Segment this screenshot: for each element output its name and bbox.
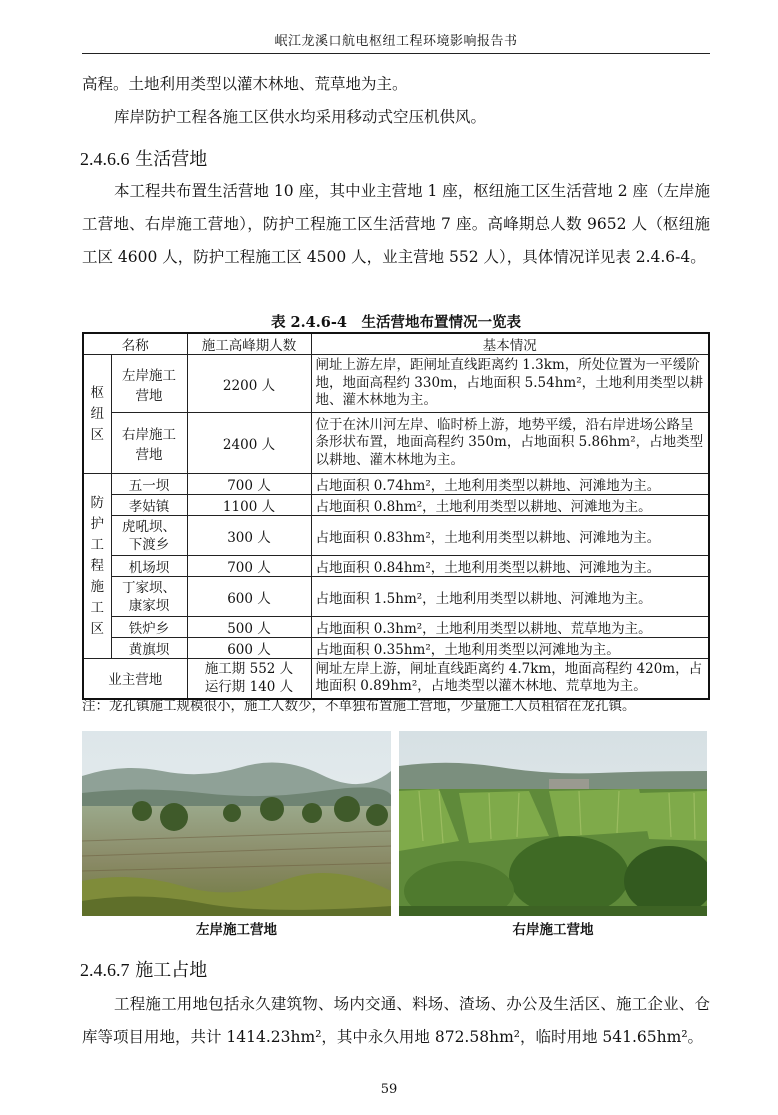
table-caption: 表 2.4.6-4 生活营地布置情况一览表 — [270, 314, 522, 331]
section-title: 生活营地 — [135, 149, 208, 170]
page-number: 59 — [380, 1082, 398, 1097]
header-info: 基本情况 — [311, 333, 709, 355]
row-info: 闸址上游左岸，距闸址直线距离约 1.3km，所处位置为一平缓阶地，地面高程约 330m，占地面积 5.54hm²，土地利用类型以耕地、灌木林地为主。 — [311, 355, 709, 413]
section-heading-camps — [80, 145, 207, 171]
section-number: 2.4.6.7 — [80, 960, 130, 980]
row-info: 占地面积 0.8hm²，土地利用类型以耕地、河滩地为主。 — [311, 495, 709, 516]
group-hub-cell — [83, 355, 111, 474]
row-info: 占地面积 0.83hm²，土地利用类型以耕地、河滩地为主。 — [311, 516, 709, 556]
row-people: 2200 人 — [187, 355, 311, 413]
owner-people-construction: 施工期 552 人 — [204, 661, 294, 678]
row-info: 占地面积 0.74hm²，土地利用类型以耕地、河滩地为主。 — [311, 474, 709, 495]
row-people: 300 人 — [187, 516, 311, 556]
row-people: 700 人 — [187, 474, 311, 495]
table-row — [83, 556, 709, 577]
row-people: 500 人 — [187, 617, 311, 638]
row-people: 700 人 — [187, 556, 311, 577]
row-info: 闸址左岸上游，闸址直线距离约 4.7km，地面高程约 420m，占地面积 0.89hm²，占地类型以灌木林地、荒草地为主。 — [311, 659, 709, 699]
row-people: 600 人 — [187, 577, 311, 617]
owner-people-operation: 运行期 140 人 — [204, 679, 294, 696]
table-row — [83, 617, 709, 638]
photo-right-caption: 右岸施工营地 — [512, 922, 594, 938]
para-land: 工程施工用地包括永久建筑物、场内交通、料场、渣场、办公及生活区、施工企业、仓库等项目用地，共计 1414.23hm²，其中永久用地 872.58hm²，临时用地 541.65hm²。 — [82, 995, 710, 1046]
para-intro: 本工程共布置生活营地 10 座，其中业主营地 1 座，枢纽施工区生活营地 2 座（左岸施工营地、右岸施工营地），防护工程施工区生活营地 7 座。高峰期总人数 9652 人（枢纽施工区 4600 人，防护工程施工区 4500 人，业主营地 552 人），具体情况详见表 2.4.6-4。 — [82, 182, 711, 266]
para-top-1: 高程。土地利用类型以灌木林地、荒草地为主。 — [82, 75, 408, 93]
table-row — [83, 516, 709, 556]
row-name: 虎吼坝、下渡乡 — [111, 516, 187, 556]
section-number: 2.4.6.6 — [80, 149, 130, 169]
row-people — [187, 659, 311, 699]
table-row — [83, 413, 709, 474]
row-name: 黄旗坝 — [111, 638, 187, 659]
group-protect-cell — [83, 474, 111, 659]
photo-right-camp — [399, 731, 707, 916]
camps-table — [82, 332, 710, 700]
photo-left-caption: 左岸施工营地 — [196, 922, 277, 938]
row-info: 占地面积 0.84hm²，土地利用类型以耕地、河滩地为主。 — [311, 556, 709, 577]
group-hub-label: 枢纽区 — [90, 384, 104, 443]
header-rule — [82, 53, 710, 54]
table-note: 注：龙孔镇施工规模很小，施工人数少，不单独布置施工营地，少量施工人员租宿在龙孔镇。 — [82, 698, 636, 714]
row-people: 600 人 — [187, 638, 311, 659]
table-row — [83, 474, 709, 495]
table-row — [83, 577, 709, 617]
row-info: 位于在沐川河左岸、临时桥上游，地势平缓，沿右岸进场公路呈条形状布置，地面高程约 350m，占地面积 5.86hm²，占地类型以耕地、灌木林地为主。 — [311, 413, 709, 474]
row-name: 五一坝 — [111, 474, 187, 495]
row-name: 机场坝 — [111, 556, 187, 577]
row-info: 占地面积 1.5hm²，土地利用类型以耕地、河滩地为主。 — [311, 577, 709, 617]
running-header: 岷江龙溪口航电枢纽工程环境影响报告书 — [274, 34, 518, 49]
row-name: 铁炉乡 — [111, 617, 187, 638]
row-people: 1100 人 — [187, 495, 311, 516]
row-info: 占地面积 0.3hm²，土地利用类型以耕地、荒草地为主。 — [311, 617, 709, 638]
section-title: 施工占地 — [135, 960, 208, 981]
row-info: 占地面积 0.35hm²，土地利用类型以河滩地为主。 — [311, 638, 709, 659]
photo-left-camp — [82, 731, 391, 916]
table-row — [83, 638, 709, 659]
group-protect-label: 防护工程施工区 — [90, 494, 104, 637]
table-row-owner — [83, 659, 709, 699]
header-name: 名称 — [83, 333, 187, 355]
section-heading-land — [80, 956, 207, 982]
row-people: 2400 人 — [187, 413, 311, 474]
row-name: 孝姑镇 — [111, 495, 187, 516]
row-name: 右岸施工营地 — [111, 413, 187, 474]
table-row — [83, 495, 709, 516]
row-name: 业主营地 — [83, 659, 187, 699]
table-header-row — [83, 333, 709, 355]
row-name: 左岸施工营地 — [111, 355, 187, 413]
header-people: 施工高峰期人数 — [187, 333, 311, 355]
row-name: 丁家坝、康家坝 — [111, 577, 187, 617]
para-top-2: 库岸防护工程各施工区供水均采用移动式空压机供风。 — [114, 108, 487, 126]
table-row — [83, 355, 709, 413]
